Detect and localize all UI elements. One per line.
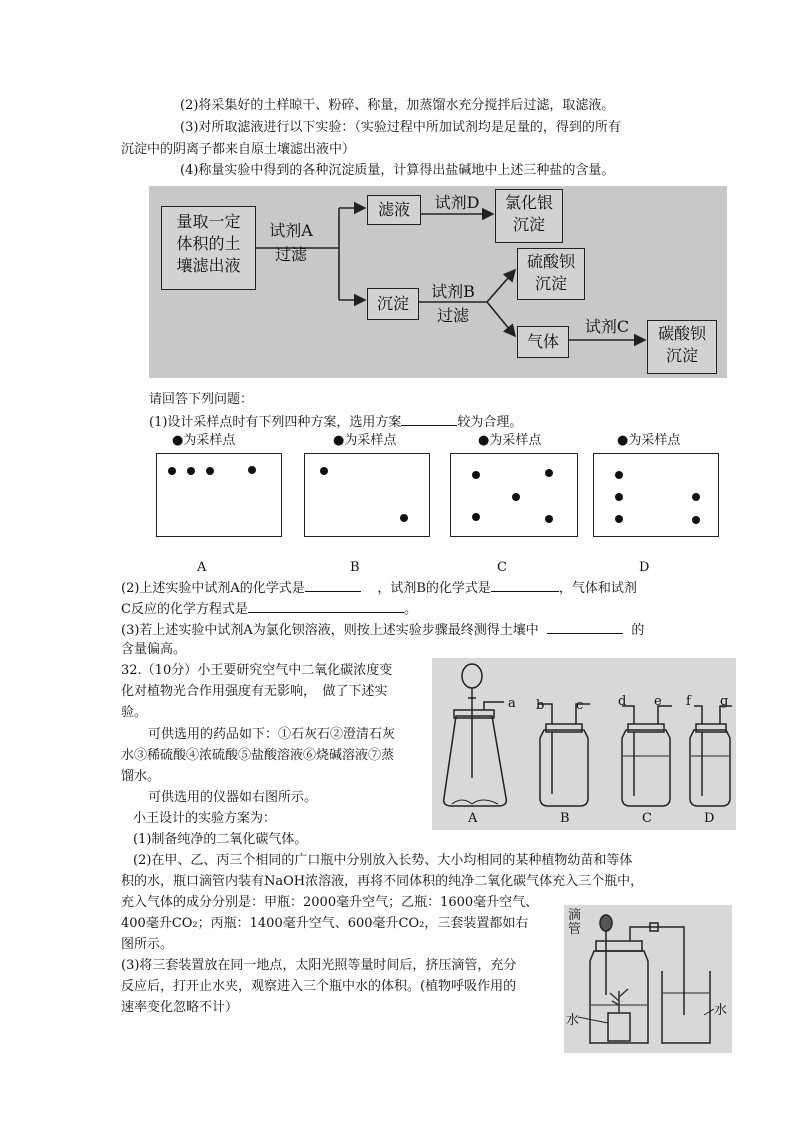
q32-line-9: (1)制备纯净的二氧化碳气体。 [133,832,308,847]
setup-drawing [564,905,732,1053]
port-e: e [654,694,662,709]
question-3-line2: 含量偏高。 [121,642,187,657]
q32-line-14: 图所示。 [121,937,174,952]
gas-box: 气体 [517,326,569,358]
option-label-b: B [350,560,360,575]
apparatus-label-b: B [560,811,570,826]
sample-point [692,493,700,501]
q32-line-17: 速率变化忽略不计） [121,1000,239,1015]
q32-line-11: 积的水，瓶口滴管内装有NaOH浓溶液，再将不同体积的纯净二氧化碳气体充入三个瓶中， [121,874,644,889]
q32-line-6: 馏水。 [121,769,161,784]
sample-point [615,471,623,479]
reagent-d-label: 试剂D [434,193,480,212]
question-1 [149,411,522,433]
q32-line-2: 化对植物光合作用强度有无影响， 做了下述实 [121,684,388,699]
sample-point [512,493,520,501]
reagent-a-label: 试剂A [269,221,313,240]
q32-line-1: 32.（10分）小王要研究空气中二氧化碳浓度变 [121,663,393,678]
intro-step2: (2)将采集好的土样晾干、粉碎、称量，加蒸馏水充分搅拌后过滤，取滤液。 [180,98,615,113]
apparatus-label-c: C [642,811,652,826]
sample-point [400,514,408,522]
q32-line-10: (2)在甲、乙、丙三个相同的广口瓶中分别放入长势、大小均相同的某种植物幼苗和等体 [133,853,633,868]
q32-line-4: 可供选用的药品如下：①石灰石②澄清石灰 [148,727,396,742]
filtrate-box: 滤液 [367,195,421,225]
q2-blank-a[interactable] [305,577,361,592]
q32-line-8: 小王设计的实验方案为： [133,811,277,826]
intro-step3b: 沉淀中的阴离子都来自原土壤滤出液中） [121,142,356,157]
intro-step4: (4)称量实验中得到的各种沉淀质量，计算得出盐碱地中上述三种盐的含量。 [180,163,615,178]
legend-d: ●为采样点 [617,433,681,448]
filter2-label: 过滤 [436,306,469,325]
apparatus-label-d: D [704,811,715,826]
baco3-line-2: 沉淀 [665,346,698,365]
filter1-label: 过滤 [274,245,307,264]
baco3-box [647,320,717,374]
q2-blank-b[interactable] [491,577,559,592]
q32-line-12: 充入气体的成分分别是：甲瓶：2000毫升空气；乙瓶：1600毫升空气、 [121,895,539,910]
option-label-a: A [197,560,207,575]
port-d: d [618,694,627,709]
legend-a: ●为采样点 [172,433,236,448]
setup-figure [564,905,732,1053]
sample-point [206,467,214,475]
intro-step3a: (3)对所取滤液进行以下实验：（实验过程中所加试剂均是足量的，得到的所有 [180,120,621,135]
q2-end: 。 [403,602,417,617]
q32-line-16: 反应后，打开止水夹，观察进入三个瓶中水的体积。(植物呼吸作用的 [121,979,517,994]
agcl-box [495,189,563,243]
q3-blank[interactable] [547,619,623,634]
q3-part1: (3)若上述实验中试剂A为氯化钡溶液，则按上述实验步骤最终测得土壤中 [121,623,539,638]
sample-point [472,513,480,521]
water-left-label: 水 [566,1013,580,1028]
sample-point [187,467,195,475]
flowchart [149,186,727,378]
legend-b: ●为采样点 [333,433,397,448]
option-label-d: D [639,560,650,575]
q2-part3: ，气体和试剂 [558,581,637,596]
precipitate-box: 沉淀 [367,288,419,320]
reagent-c-label: 试剂C [584,317,630,336]
apparatus-drawing [432,658,736,830]
q32-line-7: 可供选用的仪器如右图所示。 [148,790,318,805]
sample-point [692,516,700,524]
port-a: a [508,696,516,711]
sample-point [545,469,553,477]
q32-line-15: (3)将三套装置放在同一地点，太阳光照等量时间后，挤压滴管，充分 [121,958,517,973]
q32-line-13: 400毫升CO₂；丙瓶：1400毫升空气、600毫升CO₂，三套装置都如右 [121,916,529,931]
start-box [161,206,256,290]
option-label-c: C [497,560,507,575]
sampling-panel-b [304,453,430,537]
question-2-line2 [121,598,417,620]
baso4-line-1: 硫酸钡 [526,252,575,271]
port-c: c [576,698,584,713]
sampling-panel-d [593,453,719,537]
water-right-label: 水 [714,1003,728,1018]
sample-point [168,467,176,475]
apparatus-figure [432,658,736,830]
baso4-line-2: 沉淀 [534,274,567,293]
sample-point [248,466,256,474]
question-3-line1 [121,619,644,641]
legend-c: ●为采样点 [478,433,542,448]
q2-part4: C反应的化学方程式是 [121,602,248,617]
q3-part2: 的 [631,623,645,638]
sample-point [320,467,328,475]
q32-line-3: 验。 [121,705,148,720]
q1-answer-blank[interactable] [401,411,457,426]
q2-part1: (2)上述实验中试剂A的化学式是 [121,581,305,596]
port-b: b [536,698,545,713]
sample-point [615,515,623,523]
q2-part2: ，试剂B的化学式是 [377,581,491,596]
agcl-line-2: 沉淀 [512,215,545,234]
sample-point [545,515,553,523]
apparatus-label-a: A [468,811,478,826]
sampling-panel-c [450,453,578,537]
start-line-2: 体积的土 [176,234,241,253]
q1-prefix: (1)设计采样点时有下列四种方案，选用方案 [149,415,402,430]
start-line-3: 壤滤出液 [176,256,241,275]
sample-point [615,493,623,501]
q1-suffix: 较为合理。 [457,415,523,430]
reagent-b-label: 试剂B [431,282,475,301]
dropper-label-2: 管 [568,922,582,937]
start-line-1: 量取一定 [176,212,241,231]
q32-line-5: 水③稀硫酸④浓硫酸⑤盐酸溶液⑥烧碱溶液⑦蒸 [121,748,395,763]
baso4-box [517,248,585,300]
port-g: g [720,694,729,709]
dropper-label [568,909,581,937]
question-2-line1 [121,577,637,599]
sampling-panel-a [156,453,282,537]
questions-prompt: 请回答下列问题： [149,392,254,407]
q2-blank-c[interactable] [248,598,404,613]
dropper-label-1: 滴 [568,908,582,923]
port-f: f [686,694,691,709]
agcl-line-1: 氯化银 [504,193,553,212]
sample-point [472,471,480,479]
baco3-line-1: 碳酸钡 [657,324,706,343]
